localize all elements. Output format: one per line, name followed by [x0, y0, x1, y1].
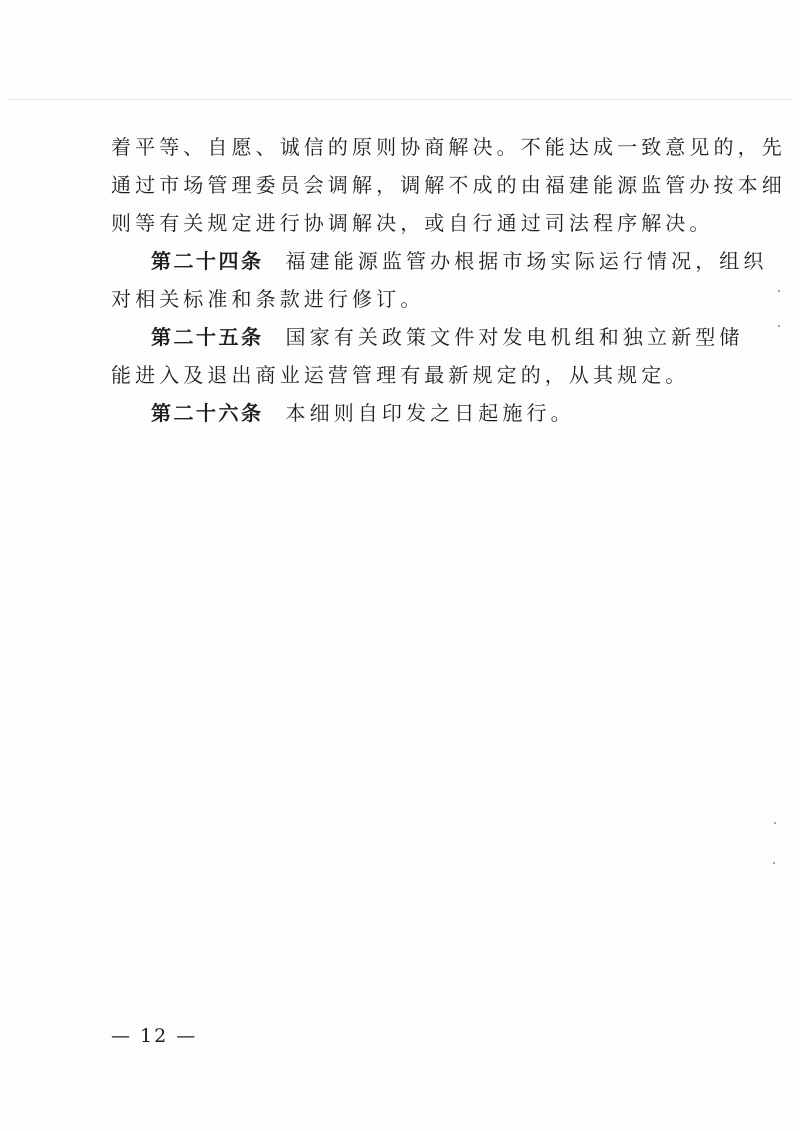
article-25-number: 第二十五条: [151, 325, 264, 349]
article-24-number: 第二十四条: [151, 249, 264, 273]
scan-speck: [778, 325, 780, 327]
scan-speck: [774, 822, 776, 824]
header-divider: [8, 99, 792, 100]
article-26-number: 第二十六条: [151, 401, 264, 425]
continuation-line-1: 着平等、自愿、诚信的原则协商解决。不能达成一致意见的，先: [111, 135, 786, 159]
article-25-line-2: 能进入及退出商业运营管理有最新规定的，从其规定。: [111, 363, 690, 387]
article-24-line-2: 对相关标准和条款进行修订。: [111, 287, 425, 311]
article-24-line-1: [111, 242, 768, 280]
article-24-text-1: 福建能源监管办根据市场实际运行情况，组织: [285, 249, 768, 273]
continuation-line-2: 通过市场管理委员会调解，调解不成的由福建能源监管办按本细: [111, 173, 786, 197]
continuation-line-3: 则等有关规定进行协调解决，或自行通过司法程序解决。: [111, 211, 714, 235]
article-25-line-1: [111, 318, 744, 356]
document-body: [111, 128, 786, 432]
article-26-line-1: [111, 394, 711, 432]
scan-speck: [778, 290, 780, 292]
article-26-text-1: 本细则自印发之日起施行。: [285, 401, 575, 425]
scan-speck: [773, 862, 775, 864]
page-number: — 12 —: [111, 1025, 198, 1047]
article-25-text-1: 国家有关政策文件对发电机组和独立新型储: [285, 325, 744, 349]
